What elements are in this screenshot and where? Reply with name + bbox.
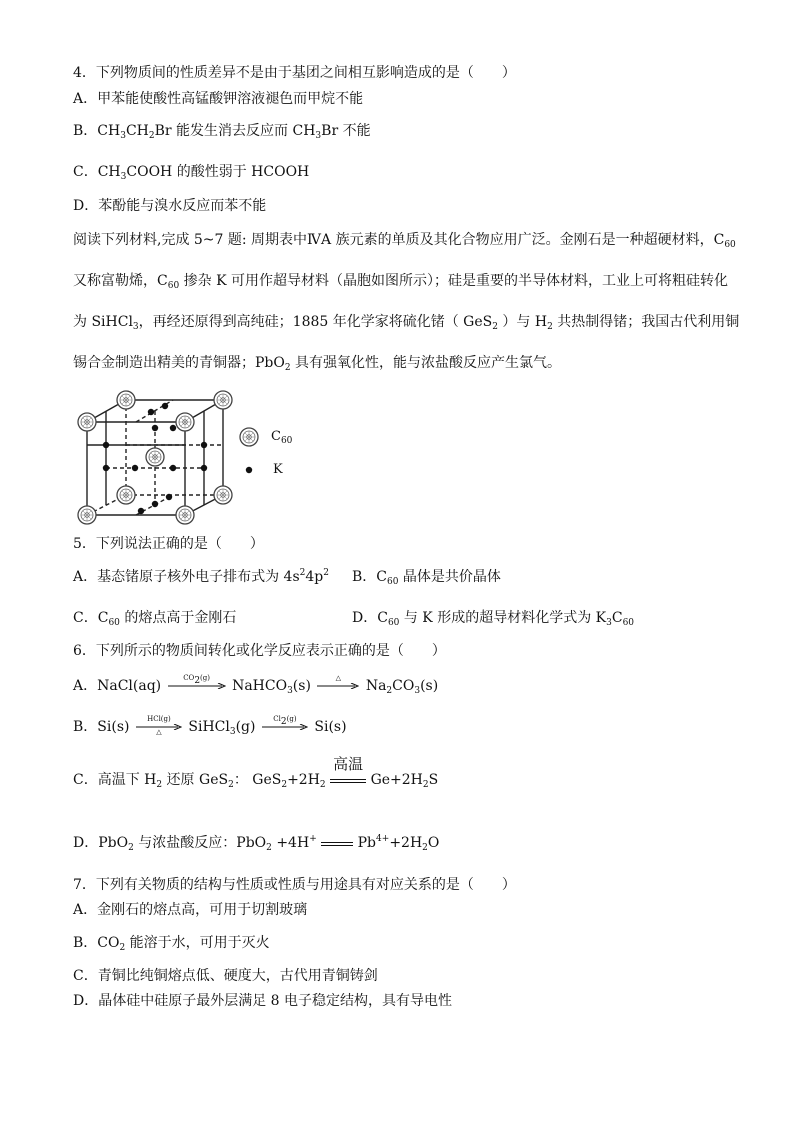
- reaction-arrow: △: [317, 683, 359, 689]
- unit-cell-diagram: [73, 385, 313, 530]
- equals-sign: [321, 832, 353, 854]
- legend-k-label: K: [273, 462, 283, 477]
- q4-option-a: A．甲苯能使酸性高锰酸钾溶液褪色而甲烷不能: [73, 91, 364, 107]
- q5-stem: 5．下列说法正确的是（ ）: [73, 536, 264, 552]
- reaction-arrow: HCl(g) △: [136, 724, 182, 730]
- q4-option-b: B．$CH_3CH_2Br$ 能发生消去反应而 $CH_3Br$ 不能: [73, 123, 371, 141]
- equals-condition: 高温: [333, 755, 364, 773]
- q6-option-c: C．高温下 $H_2$ 还原 GeS$_2$： $GeS_2+2H_2$ 高温 $Ge+2H_2S$: [73, 755, 439, 790]
- q5-option-b: B．$C_{60}$ 晶体是共价晶体: [352, 569, 501, 587]
- q7-option-d: D．晶体硅中硅原子最外层满足 8 电子稳定结构，具有导电性: [73, 993, 453, 1009]
- passage-line-3: 为 SiHCl$_3$，再经还原得到高纯硅；1885 年化学家将硫化锗（ GeS$_2$ ）与 $H_2$ 共热制得锗；我国古代利用铜: [73, 314, 740, 332]
- q7-option-a: A．金刚石的熔点高，可用于切割玻璃: [73, 902, 308, 918]
- reaction-arrow: $CO_2(g)$: [168, 683, 226, 689]
- q6-option-a: A．NaCl(aq) $CO_2(g)$ NaHCO$_3$(s) △ $Na_2CO_3(s)$: [73, 674, 439, 696]
- q4-option-d: D．苯酚能与溴水反应而苯不能: [73, 198, 267, 214]
- reaction-arrow: $Cl_2(g)$: [262, 724, 308, 730]
- q6-option-b: B．Si(s) HCl(g) △ SiHCl$_3$(g) $Cl_2(g)$ Si(s): [73, 715, 347, 737]
- q7-option-b: B．$CO_2$ 能溶于水，可用于灭火: [73, 935, 270, 953]
- q5-option-d: D．$C_{60}$ 与 K 形成的超导材料化学式为 $K_3C_{60}$: [352, 610, 635, 628]
- q5-option-c: C．$C_{60}$ 的熔点高于金刚石: [73, 610, 237, 628]
- q4-option-c: C．$CH_3COOH$ 的酸性弱于 HCOOH: [73, 164, 310, 182]
- q6-stem: 6．下列所示的物质间转化或化学反应表示正确的是（ ）: [73, 643, 446, 659]
- passage-line-2: 又称富勒烯，$C_{60}$ 掺杂 K 可用作超导材料（晶胞如图所示）；硅是重要的半导体材料，工业上可将粗硅转化: [73, 273, 728, 291]
- q4-stem: 4．下列物质间的性质差异不是由于基团之间相互影响造成的是（ ）: [73, 65, 516, 81]
- q7-stem: 7．下列有关物质的结构与性质或性质与用途具有对应关系的是（ ）: [73, 877, 516, 893]
- crystal-cell-figure: [73, 385, 313, 534]
- legend-c60-label: $C_{60}$: [271, 429, 293, 446]
- passage-line-4: 锡合金制造出精美的青铜器；PbO$_2$ 具有强氧化性，能与浓盐酸反应产生氯气。: [73, 355, 562, 373]
- q5-option-a: A．基态锗原子核外电子排布式为 $4s^24p^2$: [73, 568, 329, 585]
- passage-line-1: 阅读下列材料,完成 5~7 题: 周期表中ⅣA 族元素的单质及其化合物应用广泛。金刚石是一种超硬材料，$C_{60}$: [73, 232, 736, 250]
- q7-option-c: C．青铜比纯铜熔点低、硬度大，古代用青铜铸剑: [73, 968, 378, 984]
- q6-option-d: D．PbO$_2$ 与浓盐酸反应：PbO$_2$ +4H+ $Pb^{4+}+2H_2O$: [73, 834, 440, 853]
